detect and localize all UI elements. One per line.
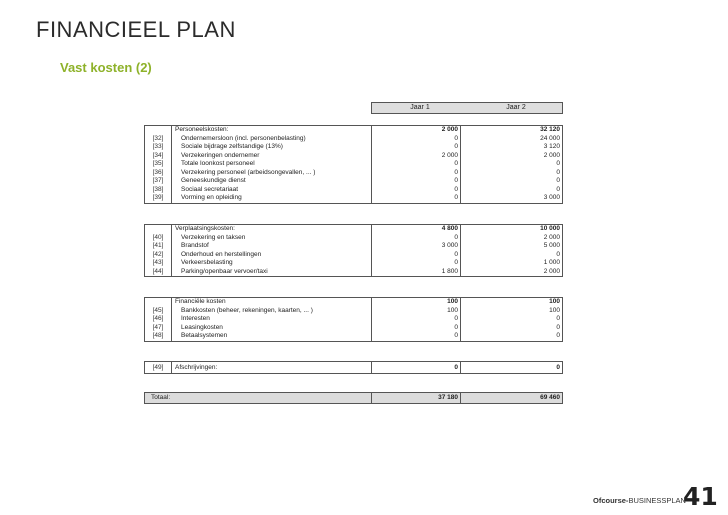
row-label: Verkeersbelasting [181,259,233,266]
section-header-label: Financiële kosten [175,298,226,305]
section-total-year1: 4 800 [441,225,458,232]
row-label: Afschrijvingen: [175,364,218,371]
row-value-year2: 2 000 [543,267,560,275]
row-value-year1: 100 [447,306,458,314]
row-number: [32] [152,134,164,142]
year-2-label: Jaar 2 [506,104,526,111]
page-subtitle: Vast kosten (2) [60,60,152,75]
section-header-label: Personeelskosten: [175,126,229,133]
row-value-year2: 0 [556,332,560,339]
section-total-year2: 32 120 [540,126,560,133]
table-row [145,169,562,178]
table-row [145,143,562,152]
total-year2: 69 460 [540,394,560,401]
row-label: Parking/openbaar vervoer/taxi [181,267,268,275]
row-number: [41] [152,242,164,249]
row-value-year2: 0 [556,160,560,167]
total-year1: 37 180 [438,394,458,401]
row-value-year2: 0 [556,315,560,322]
row-number: [47] [152,323,164,331]
row-value-year1: 0 [454,323,458,331]
row-value-year1: 0 [454,177,458,184]
row-value-year1: 3 000 [441,242,458,249]
row-value-year1: 0 [454,250,458,258]
row-number: [42] [152,250,164,258]
row-value-year2: 0 [556,323,560,331]
row-number: [39] [152,194,164,201]
year-1-label: Jaar 1 [410,104,430,111]
row-value-year1: 0 [454,259,458,266]
row-value-year1: 0 [454,134,458,142]
row-value-year2: 100 [549,306,560,314]
table-row [145,268,562,277]
row-number: [45] [152,306,164,314]
table-row [145,307,562,316]
row-value-year1: 0 [454,364,458,371]
row-number: [37] [152,177,164,184]
table-row [145,135,562,144]
row-value-year1: 1 800 [441,267,458,275]
row-value-year1: 0 [454,233,458,241]
section-total-year1: 2 000 [441,126,458,133]
section-financiele-kosten [144,297,563,342]
section-total-year2: 10 000 [540,225,560,232]
section-header-label: Verplaatsingskosten: [175,225,235,232]
row-value-year2: 1 000 [543,259,560,266]
row-value-year2: 2 000 [543,233,560,241]
brand-footer [593,496,686,505]
total-block [144,392,563,404]
section-afschrijvingen [144,361,563,374]
row-label: Ondernemersloon (incl. personenbelasting) [181,134,306,142]
brand-prefix: Ofcourse- [593,496,629,505]
table-row [145,160,562,169]
page-title: FINANCIEEL PLAN [36,17,236,42]
row-value-year2: 0 [556,185,560,193]
row-label: Leasingkosten [181,323,223,331]
year-header [371,102,563,114]
row-label: Onderhoud en herstellingen [181,250,262,258]
table-row [145,152,562,161]
row-label: Verzekering personeel (arbeidsongevallen, ... ) [181,168,316,176]
row-number: [49] [152,364,164,371]
row-label: Interesten [181,315,210,322]
page-number: 41 [683,482,718,511]
table-row [145,332,562,341]
table-row [145,242,562,251]
row-number: [43] [152,259,164,266]
row-number: [35] [152,160,164,167]
row-number: [36] [152,168,164,176]
row-value-year1: 2 000 [441,151,458,159]
row-number: [40] [152,233,164,241]
row-number: [38] [152,185,164,193]
row-value-year2: 24 000 [540,134,560,142]
row-value-year1: 0 [454,143,458,150]
section-header-row [145,298,562,307]
row-label: Brandstof [181,242,209,249]
table-row [145,251,562,260]
row-number: [34] [152,151,164,159]
section-total-year1: 100 [447,298,458,305]
row-number: [44] [152,267,164,275]
row-number: [48] [152,332,164,339]
row-label: Betaalsystemen [181,332,228,339]
row-value-year1: 0 [454,332,458,339]
table-row [145,186,562,195]
row-label: Sociale bijdrage zelfstandige (13%) [181,143,283,150]
section-header-row [145,126,562,135]
total-label: Totaal: [151,394,171,401]
row-value-year2: 2 000 [543,151,560,159]
section-personeelskosten [144,125,563,204]
row-number: [33] [152,143,164,150]
section-verplaatsingskosten [144,224,563,277]
row-label: Totale loonkost personeel [181,160,255,167]
row-value-year2: 0 [556,168,560,176]
table-row [145,259,562,268]
row-value-year2: 5 000 [543,242,560,249]
row-label: Sociaal secretariaat [181,185,239,193]
table-row [145,177,562,186]
row-label: Verzekering en taksen [181,233,246,241]
section-total-year2: 100 [549,298,560,305]
table-row [145,315,562,324]
row-label: Vorming en opleiding [181,194,242,201]
afschrijvingen-row [145,362,562,373]
row-value-year1: 0 [454,185,458,193]
row-label: Bankkosten (beheer, rekeningen, kaarten, ... ) [181,306,313,314]
table-row [145,234,562,243]
row-value-year1: 0 [454,315,458,322]
row-number: [46] [152,315,164,322]
row-value-year1: 0 [454,160,458,167]
row-value-year1: 0 [454,194,458,201]
row-value-year1: 0 [454,168,458,176]
row-value-year2: 3 000 [543,194,560,201]
row-value-year2: 0 [556,177,560,184]
row-value-year2: 3 120 [543,143,560,150]
section-header-row [145,225,562,234]
brand-suffix: BUSINESSPLAN [628,496,686,505]
table-row [145,324,562,333]
row-value-year2: 0 [556,250,560,258]
row-label: Verzekeringen ondernemer [181,151,260,159]
table-row [145,194,562,203]
row-label: Geneeskundige dienst [181,177,246,184]
total-row [145,393,562,403]
row-value-year2: 0 [556,364,560,371]
